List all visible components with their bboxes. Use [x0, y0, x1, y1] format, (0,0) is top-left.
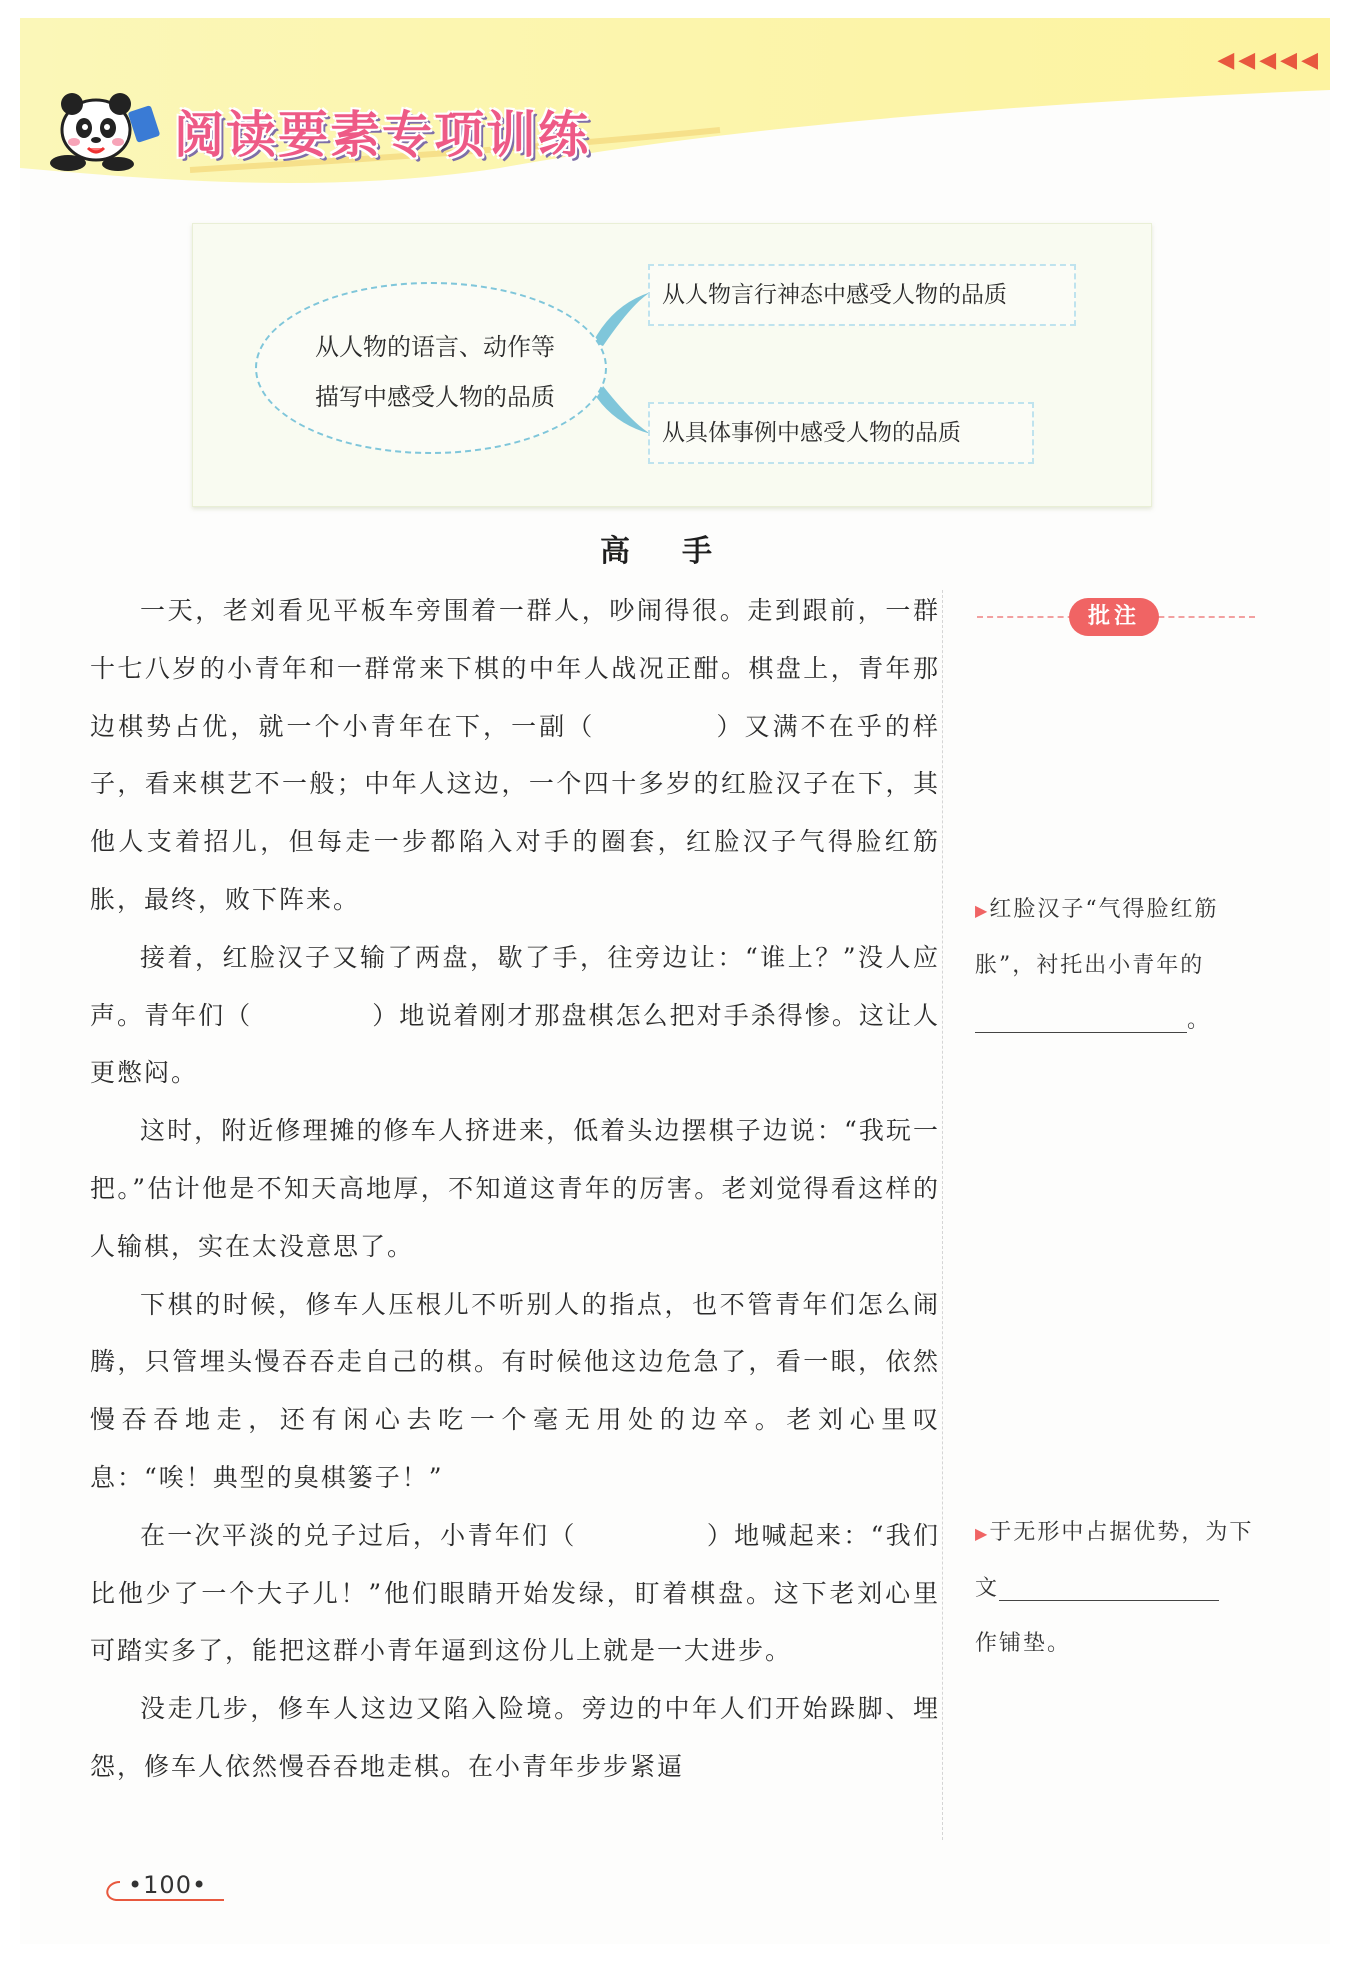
story-text: 一天，老刘看见平板车旁围着一群人，吵闹得很。走到跟前，一群十七八岁的小青年和一群常来下棋的中年人战况正酣。棋盘上，青年那边棋势占优，就一个小青年在下，一副（ — [90, 596, 940, 741]
annotation-text: 于无形中占据优势，为下文 — [975, 1520, 1254, 1601]
mindmap-center-line: 描写中感受人物的品质 — [315, 383, 555, 411]
margin-divider — [942, 590, 943, 1840]
story-text: 接着，红脸汉子又输了两盘，歇了手，往旁边让：“谁上？”没人应声。青年们（ — [90, 942, 940, 1030]
mindmap-box — [192, 223, 1152, 507]
annotation-text: 作铺垫。 — [975, 1631, 1072, 1656]
section-title: 阅读要素专项训练 — [174, 106, 590, 164]
answer-blank[interactable] — [975, 1010, 1187, 1033]
page-number: •100• — [128, 1871, 208, 1899]
answer-blank[interactable] — [999, 1578, 1219, 1601]
story-body — [90, 582, 940, 1796]
story-text: ）地喊起来：“我们比他少了一个大子儿！”他们眼睛开始发绿，盯着棋盘。这下老刘心里可踏实多了，能把这群小青年逼到这份儿上就是一大进步。 — [90, 1520, 940, 1666]
mindmap-center-line: 从人物的语言、动作等 — [315, 333, 555, 361]
story-text: ）又满不在乎的样子，看来棋艺不一般；中年人这边，一个四十多岁的红脸汉子在下，其他人支着招儿，但每走一步都陷入对手的圈套，红脸汉子气得脸红筋胀，最终，败下阵来。 — [90, 711, 940, 914]
annotation-label: 批注 — [1069, 598, 1159, 636]
mindmap-center-text — [275, 322, 595, 422]
story-text: 在一次平淡的兑子过后，小青年们（ — [140, 1520, 577, 1550]
story-paragraph: 下棋的时候，修车人压根儿不听别人的指点，也不管青年们怎么闹腾，只管埋头慢吞吞走自己的棋。有时候他这边危急了，看一眼，依然慢吞吞地走，还有闲心去吃一个毫无用处的边卒。老刘心里叹息：“唉！典型的臭棋篓子！” — [90, 1289, 940, 1492]
annotation-note — [975, 1505, 1255, 1671]
annotation-text: 。 — [1187, 1008, 1212, 1033]
story-title: 高手 — [600, 534, 764, 569]
story-paragraph: 没走几步，修车人这边又陷入险境。旁边的中年人们开始跺脚、埋怨，修车人依然慢吞吞地走棋。在小青年步步紧逼 — [90, 1694, 940, 1781]
story-paragraph — [90, 929, 940, 1102]
annotation-note — [975, 882, 1255, 1048]
story-paragraph — [90, 1507, 940, 1680]
story-paragraph: 这时，附近修理摊的修车人挤进来，低着头边摆棋子边说：“我玩一把。”估计他是不知天高地厚，不知道这青年的厉害。老刘觉得看这样的人输棋，实在太没意思了。 — [90, 1116, 940, 1261]
triangle-bullet-icon: ▶ — [975, 1524, 990, 1543]
mindmap-branch: 从人物言行神态中感受人物的品质 — [648, 264, 1076, 326]
story-paragraph — [90, 582, 940, 929]
story-text: ）地说着刚才那盘棋怎么把对手杀得惨。这让人更憋闷。 — [90, 1000, 940, 1088]
mindmap-branch: 从具体事例中感受人物的品质 — [648, 402, 1034, 464]
panda-mascot-icon — [48, 78, 168, 173]
annotation-header — [977, 598, 1255, 638]
triangle-bullet-icon: ▶ — [975, 901, 990, 920]
annotation-text: 红脸汉子“气得脸红筋胀”，衬托出小青年的 — [975, 897, 1219, 978]
header-arrows-icon: ◀◀◀◀◀ — [1217, 48, 1322, 73]
